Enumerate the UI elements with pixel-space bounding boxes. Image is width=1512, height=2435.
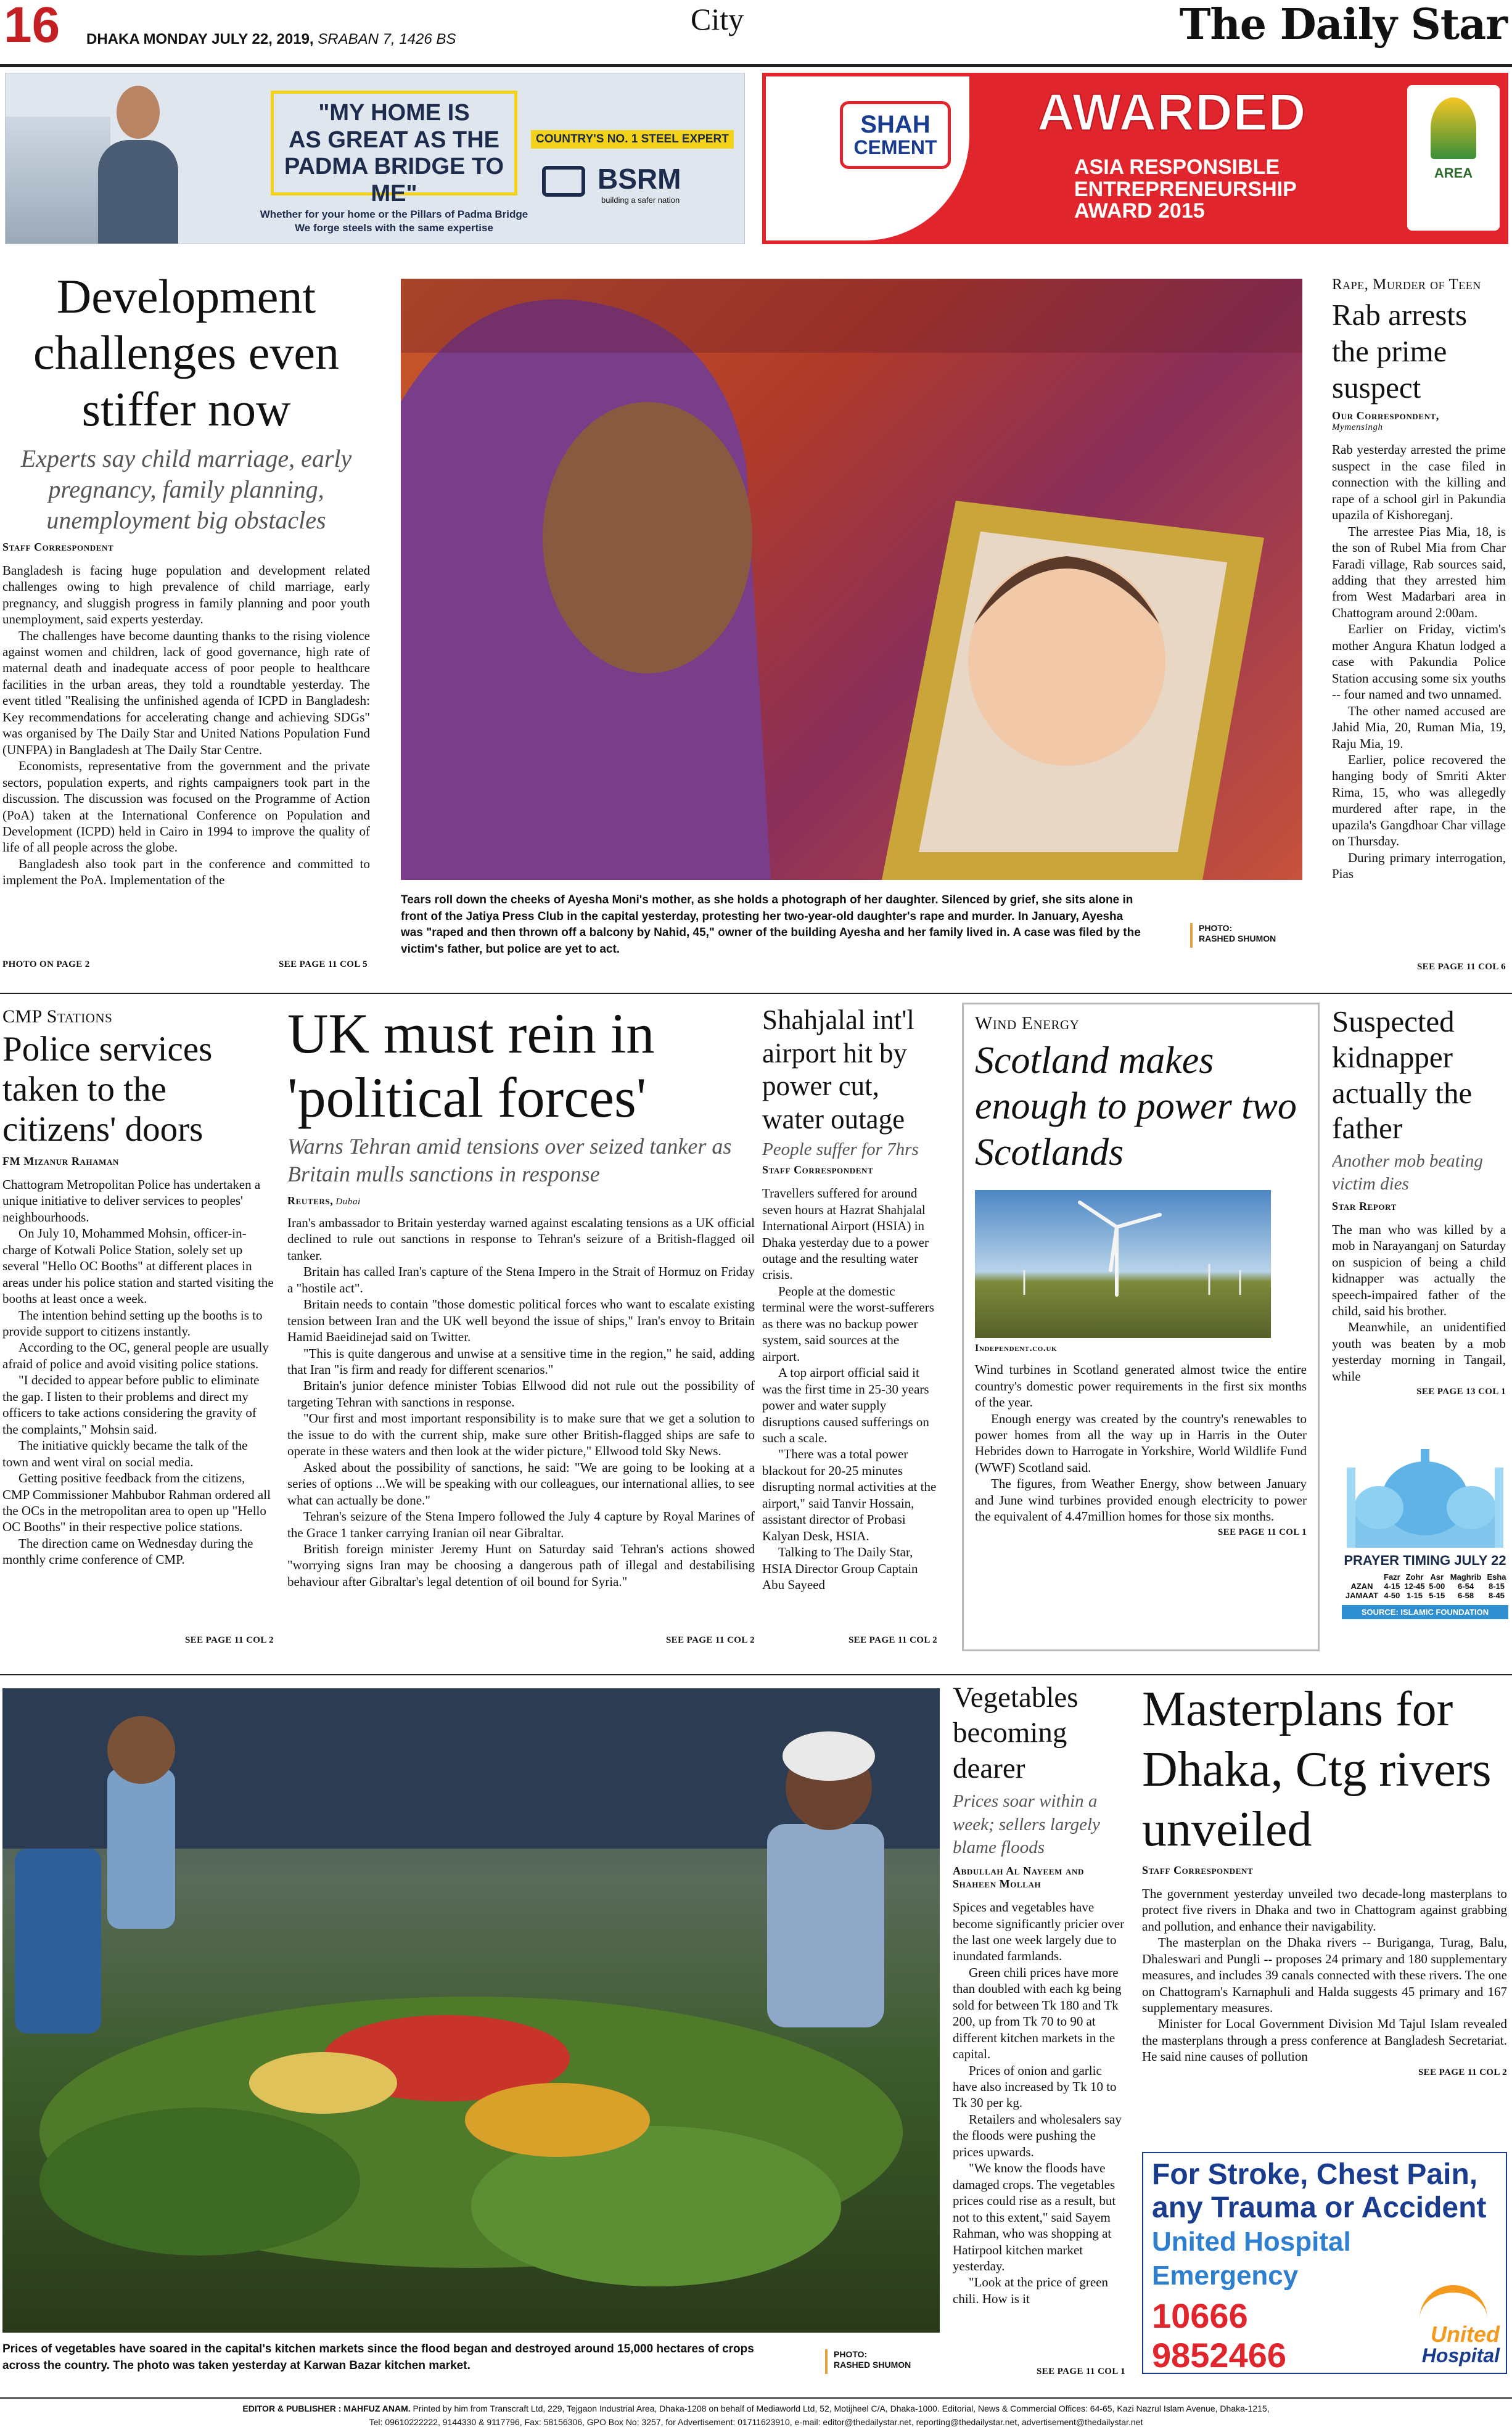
bsrm-footer-2: We forge steels with the same expertise — [295, 222, 493, 234]
headline-airport[interactable]: Shahjalal int'l airport hit by power cut, water outage — [762, 1004, 914, 1135]
united-line-2: any Trauma or Accident — [1152, 2191, 1487, 2224]
see-page-airport[interactable]: SEE PAGE 11 COL 2 — [848, 1635, 937, 1645]
see-page-rab[interactable]: SEE PAGE 11 COL 6 — [1416, 962, 1506, 972]
imprint-line-1: Printed by him from Transcraft Ltd, 229, Tejgaon Industrial Area, Dhaka-1208 on behalf of Mediaworld Ltd, 52, Motijheel C/A, Dhaka-1000. Editorial, News & Commercial Offices: 64-65, Kazi Nazrul Islam Avenue, Dhaka-1215, — [413, 2404, 1270, 2413]
body-police: Chattogram Metropolitan Police has undertaken a unique initiative to deliver services to peoples' neighbourhoods. On July 10, Mohammed Mohsin, officer-in-charge of Kotwali Police Station, solely set up several "Hello OC Booths" at different places in areas under his police station and started visiting the booths at least once a week. The intention behind setting up the booths is to provide support to citizens instantly. According to the OC, general people are usually afraid of police and avoid visiting police stations. "I decided to appear before public to eliminate the gap. I listen to their problems and direct my officers to take actions considering the gravity of the complaints," Mohsin said. The initiative quickly became the talk of the town and went viral on social media. Getting positive feedback from the citizens, CMP Commissioner Mahbubor Rahman ordered all the OCs in the metropolitan area to open up "Hello OC Booths" in their respective police stations. The direction came on Wednesday during the monthly crime conference of CMP. — [2, 1176, 274, 1567]
story-kidnapper — [1332, 1004, 1506, 1429]
kicker-rab: Rape, Murder of Teen — [1332, 276, 1481, 293]
see-page-kidnapper[interactable]: SEE PAGE 13 COL 1 — [1416, 1387, 1506, 1397]
prayer-source: SOURCE: ISLAMIC FOUNDATION — [1342, 1605, 1508, 1619]
story-uk — [287, 1002, 755, 1653]
body-rab: Rab yesterday arrested the prime suspect in the case filed in connection with the killing and rape of a school girl in Pakundia upazila of Kishoreganj. The arrestee Pias Mia, 18, is the son of Rubel Mia from Char Faradi village, Rab sources said, adding that they arrested him from West Madarbari area in Chattogram around 2:00am. Earlier on Friday, victim's mother Angura Khatun lodged a case with Pakundia Police Station accusing some six youths -- four named and two unnamed. The other named accused are Jahid Mia, 20, Ruman Mia, 19, Raju Mia, 19. Earlier, police recovered the hanging body of Smriti Akter Rima, 15, who was allegedly murdered after rape, in the upazila's Gangdhoar Char village on Thursday. During primary interrogation, Pias — [1332, 442, 1506, 882]
bsrm-brand-sub: building a safer nation — [601, 195, 680, 205]
bsrm-logo-icon — [542, 166, 585, 197]
award-line-1: ASIA RESPONSIBLE — [1074, 155, 1280, 179]
imprint-line-2: Tel: 09610222222, 9144330 & 9117796, Fax: 58156306, GPO Box No: 3257, for Advertisement: 01711623910, e-mail: editor@thedailystar.net, reporting@thedailystar.net, advertisement@thedailystar.net — [369, 2417, 1143, 2427]
see-page-masterplans[interactable]: SEE PAGE 11 COL 2 — [1418, 2067, 1507, 2077]
page-number: 16 — [4, 0, 60, 53]
body-masterplans: The government yesterday unveiled two decade-long masterplans to protect five rivers in Dhaka and two in Chattogram against grabbing and pollution, and enhance their navigability. The masterplan on the Dhaka rivers -- Buriganga, Turag, Balu, Dhaleswari and Pungli -- proposes 24 primary and 180 supplementary measures, and includes 39 canals connected with these rivers. The one on Chattogram's Karnaphuli and Halda suggests 45 primary and 167 supplementary measures. Minister for Local Government Division Md Tajul Islam revealed the masterplans through a press conference at Bangladesh Secretariat. He said nine causes of pollution — [1142, 1886, 1507, 2064]
development-footer — [2, 959, 368, 974]
body-development: Bangladesh is facing huge population and development related challenges owing to high prevalence of child marriage, early pregnancy, and sluggish progress in family planning and poor youth unemployment, said experts yesterday. The challenges have become daunting thanks to the rising violence against women and children, lack of good governance, high rate of maternal death and inadequate access of poor people to healthcare facilities in the urban areas, they told a roundtable yesterday. The event titled "Realising the unfinished agenda of ICPD in Bangladesh: Key recommendations for accelerating change and achieving SDGs" was organised by The Daily Star and United Nations Population Fund (UNFPA) in Bangladesh at The Daily Star Centre. Economists, representative from the government and the private sectors, population experts, and rights campaigners took part in the discussion. The discussion was focused on the Programme of Action (PoA) taken at the International Conference on Population and Development (ICPD) held in Cairo in 1994 to improve the quality of life of all people across the globe. Bangladesh also took part in the conference and committed to implement the PoA. Implementation of the — [2, 562, 370, 888]
see-page-vegetables[interactable]: SEE PAGE 11 COL 1 — [1036, 2367, 1125, 2376]
kicker-scotland: Wind Energy — [975, 1013, 1080, 1033]
story-development — [2, 268, 370, 977]
photo-ref[interactable]: PHOTO ON PAGE 2 — [2, 959, 90, 969]
story-scotland — [962, 1003, 1320, 1651]
dateline: DHAKA MONDAY JULY 22, 2019, — [86, 31, 314, 47]
prayer-table: Fazr Zohr Asr Maghrib Esha AZAN 4-15 12-45 5-00 6-54 8-15 JAMAAT 4-50 1-15 5-15 6-58 8-45 — [1345, 1572, 1506, 1600]
deck-airport: People suffer for 7hrs — [762, 1139, 919, 1160]
story-rab — [1332, 276, 1506, 979]
market-illustration — [2, 1688, 940, 2333]
byline-vegetables-2: Shaheen Mollah — [953, 1878, 1042, 1891]
credit-top-photo: PHOTO: RASHED SHUMON — [1190, 923, 1307, 948]
bsrm-headline-box: "MY HOME IS AS GREAT AS THE PADMA BRIDGE TO ME" — [271, 91, 517, 195]
newspaper-logo[interactable]: The Daily Star — [1179, 0, 1507, 49]
masthead — [0, 0, 1512, 62]
caption-grieving-mother: Tears roll down the cheeks of Ayesha Moni's mother, as she holds a photograph of her daughter. Silenced by grief, she sits alone in front of the Jatiya Press Club in the capital yesterday, protesting her two-year-old daughter's rape and murder. In January, Ayesha was "raped and then thrown off a balcony by Nahid, 45," owner of the building Ayesha and her family lived in. A case was filed by the victim's father, but police are yet to act. — [401, 893, 1141, 956]
ad-house-photo — [6, 117, 110, 244]
see-page-uk[interactable]: SEE PAGE 11 COL 2 — [665, 1635, 755, 1645]
deck-development: Experts say child marriage, early pregnancy, family planning, unemployment big obstacles — [20, 444, 352, 534]
area-badge: AREA — [1407, 85, 1500, 231]
shah-cement-ad[interactable] — [762, 73, 1508, 244]
see-page-scotland[interactable]: SEE PAGE 11 COL 1 — [1217, 1527, 1307, 1537]
united-phone-2[interactable]: 9852466 — [1152, 2335, 1287, 2374]
shah-logo: SHAH CEMENT — [840, 101, 951, 169]
bsrm-footer-1: Whether for your home or the Pillars of Padma Bridge — [260, 208, 528, 220]
photo-wind-turbines[interactable] — [975, 1190, 1271, 1338]
imprint-editor: EDITOR & PUBLISHER : MAHFUZ ANAM. — [242, 2404, 411, 2413]
kicker-police: CMP Stations — [2, 1006, 113, 1027]
body-airport: Travellers suffered for around seven hours at Hazrat Shahjalal International Airport (HSIA) in Dhaka yesterday due to a power outage and the resulting water crisis. People at the domestic terminal were the worst-sufferers as there was no backup power system, said sources at the airport. A top airport official said it was the first time in 25-30 years power and water supply disruptions caused sufferings on such a scale. "There was a total power blackout for 20-25 minutes disrupting normal activities at the airport," said Tanvir Hossain, assistant director of Probasi Kalyan Desk, HSIA. Talking to The Daily Star, HSIA Director Group Captain Abu Sayeed — [762, 1186, 937, 1593]
headline-uk[interactable]: UK must rein in 'political forces' — [287, 1002, 655, 1129]
headline-rab[interactable]: Rab arrests the prime suspect — [1332, 298, 1468, 404]
mosque-icon — [1342, 1437, 1508, 1548]
prayer-title: PRAYER TIMING JULY 22 — [1344, 1553, 1506, 1568]
united-line-3: United Hospital Emergency — [1152, 2226, 1351, 2291]
bsrm-tag: COUNTRY'S NO. 1 STEEL EXPERT — [531, 130, 734, 149]
story-masterplans — [1142, 1680, 1507, 2111]
headline-kidnapper[interactable]: Suspected kidnapper actually the father — [1332, 1004, 1473, 1146]
united-hospital-ad[interactable] — [1142, 2152, 1507, 2374]
wind-turbine-icon — [975, 1190, 1271, 1338]
see-page-police[interactable]: SEE PAGE 11 COL 2 — [184, 1635, 274, 1645]
dateline-bangla: SRABAN 7, 1426 BS — [318, 31, 456, 47]
story-vegetables — [953, 1680, 1125, 2371]
prayer-timing-box — [1342, 1437, 1508, 1668]
award-line-2: ENTREPRENEURSHIP — [1074, 177, 1297, 201]
imprint-footer — [0, 2402, 1512, 2433]
section-rule-1 — [0, 993, 1512, 994]
headline-vegetables[interactable]: Vegetables becoming dearer — [953, 1682, 1079, 1784]
photo-grieving-mother[interactable] — [401, 279, 1302, 880]
masthead-rule — [0, 64, 1512, 67]
headline-police[interactable]: Police services taken to the citizens' doors — [2, 1030, 213, 1149]
byline-vegetables-1: Abdullah Al Nayeem and — [953, 1865, 1085, 1878]
byline-development: Staff Correspondent — [2, 540, 114, 553]
deck-kidnapper: Another mob beating victim dies — [1332, 1151, 1483, 1194]
section-rule-2 — [0, 1674, 1512, 1675]
see-page-development[interactable]: SEE PAGE 11 COL 5 — [278, 959, 368, 969]
bsrm-ad[interactable] — [5, 73, 745, 244]
united-phone-1[interactable]: 10666 — [1152, 2296, 1248, 2335]
story-police — [2, 1006, 274, 1654]
deck-vegetables: Prices soar within a week; sellers largely blame floods — [953, 1791, 1100, 1858]
section-title: City — [691, 2, 744, 36]
byline-airport: Staff Correspondent — [762, 1164, 874, 1176]
byline-rab: Our Correspondent, — [1332, 409, 1439, 422]
bsrm-brand: BSRM — [598, 163, 681, 195]
byline-masterplans: Staff Correspondent — [1142, 1863, 1254, 1876]
byline-kidnapper: Star Report — [1332, 1199, 1397, 1212]
photo-vegetable-market[interactable] — [2, 1688, 940, 2333]
headline-masterplans[interactable]: Masterplans for Dhaka, Ctg rivers unveiled — [1142, 1682, 1492, 1857]
credit-scotland: Independent.co.uk — [975, 1343, 1058, 1354]
united-logo: United Hospital — [1395, 2285, 1500, 2365]
awarded-text: AWARDED — [1037, 83, 1307, 141]
ad-man-avatar — [98, 86, 178, 244]
body-uk: Iran's ambassador to Britain yesterday warned against escalating tensions as a UK official declined to rule out sanctions in response to Tehran's seizure of a British-flagged oil tanker. Britain has called Iran's capture of the Stena Impero in the Strait of Hormuz on Friday a "hostile act". Britain needs to contain "those domestic political forces who want to escalate existing tension between Iran and the UK well beyond the issue of ships," Iran's envoy to Britain Hamid Baeidinejad said on Twitter. "This is quite dangerous and unwise at a sensitive time in the region," he said, adding that Iran "is firm and ready for different scenarios." Britain's junior defence minister Tobias Ellwood did not rule out the possibility of targeting Tehran with sanctions in response. "Our first and most important responsibility is to make sure that we get a solution to the issue to do with the current ship, make sure other British-flagged ships are safe to operate in these waters and then look at the wider picture," Ellwood told Sky News. Asked about the possibility of sanctions, he said: "We are going to be looking at a series of options ...We will be speaking with our colleagues, our international allies, to see what can actually be done." Tehran's seizure of the Stena Impero followed the July 4 capture by Royal Marines of the Grace 1 tanker carrying Iranian oil near Gibraltar. British foreign minister Jeremy Hunt on Saturday said Tehran's actions showed "worrying signs Iran may be choosing a dangerous path of illegal and destabilising behaviour after Gibraltar's legal detention of oil bound for Syria." — [287, 1215, 755, 1589]
award-trophy-icon — [1431, 97, 1476, 159]
footer-rule — [0, 2397, 1512, 2399]
headline-scotland[interactable]: Scotland makes enough to power two Scotlands — [975, 1040, 1297, 1173]
deck-uk: Warns Tehran amid tensions over seized tanker as Britain mulls sanctions in response — [287, 1133, 732, 1186]
united-line-1: For Stroke, Chest Pain, — [1152, 2158, 1478, 2191]
credit-market-photo: PHOTO: RASHED SHUMON — [825, 2349, 942, 2374]
byline-uk: Reuters, — [287, 1194, 334, 1207]
headline-development[interactable]: Development challenges even stiffer now — [33, 269, 339, 436]
location-uk: Dubai — [335, 1196, 361, 1207]
story-airport — [762, 1004, 937, 1651]
body-vegetables: Spices and vegetables have become significantly pricier over the last one week largely due to inundated farmlands. Green chili prices have more than doubled with each kg being sold for between Tk 180 and Tk 200, up from Tk 70 to 90 at different kitchen markets in the capital. Prices of onion and garlic have also increased by Tk 10 to Tk 30 per kg. Retailers and wholesalers say the floods were pushing the prices upwards. "We know the floods have damaged crops. The vegetables prices could rise as a result, but not to this extent," said Sayem Rahman, who was shopping at Hatirpool kitchen market yesterday. "Look at the price of green chili. How is it — [953, 1900, 1125, 2306]
body-scotland: Wind turbines in Scotland generated almost twice the entire country's domestic power requirements in the first six months of the year. Enough energy was created by the country's renewables to power homes from all the way up in Harris in the Outer Hebrides down to Harrogate in Yorkshire, World Wildlife Fund (WWF) Scotland said. The figures, from Weather Energy, show between January and June wind turbines provided enough electricity to power the equivalent of 4.47million homes for those six months. — [975, 1362, 1307, 1524]
location-rab: Mymensingh — [1332, 422, 1383, 433]
photo-illustration — [401, 279, 1302, 880]
byline-police: FM Mizanur Rahaman — [2, 1154, 119, 1167]
body-kidnapper: The man who was killed by a mob in Narayanganj on Saturday on suspicion of being a child kidnapper was actually the speech-impaired father of the child, said his brother. Meanwhile, an unidentified youth was beaten by a mob yesterday morning in Tangail, while — [1332, 1222, 1506, 1384]
caption-vegetable-market: Prices of vegetables have soared in the capital's kitchen markets since the flood began and destroyed around 15,000 hectares of crops across the country. The photo was taken yesterday at Karwan Bazar kitchen market. — [2, 2343, 754, 2372]
award-line-3: AWARD 2015 — [1074, 199, 1205, 223]
